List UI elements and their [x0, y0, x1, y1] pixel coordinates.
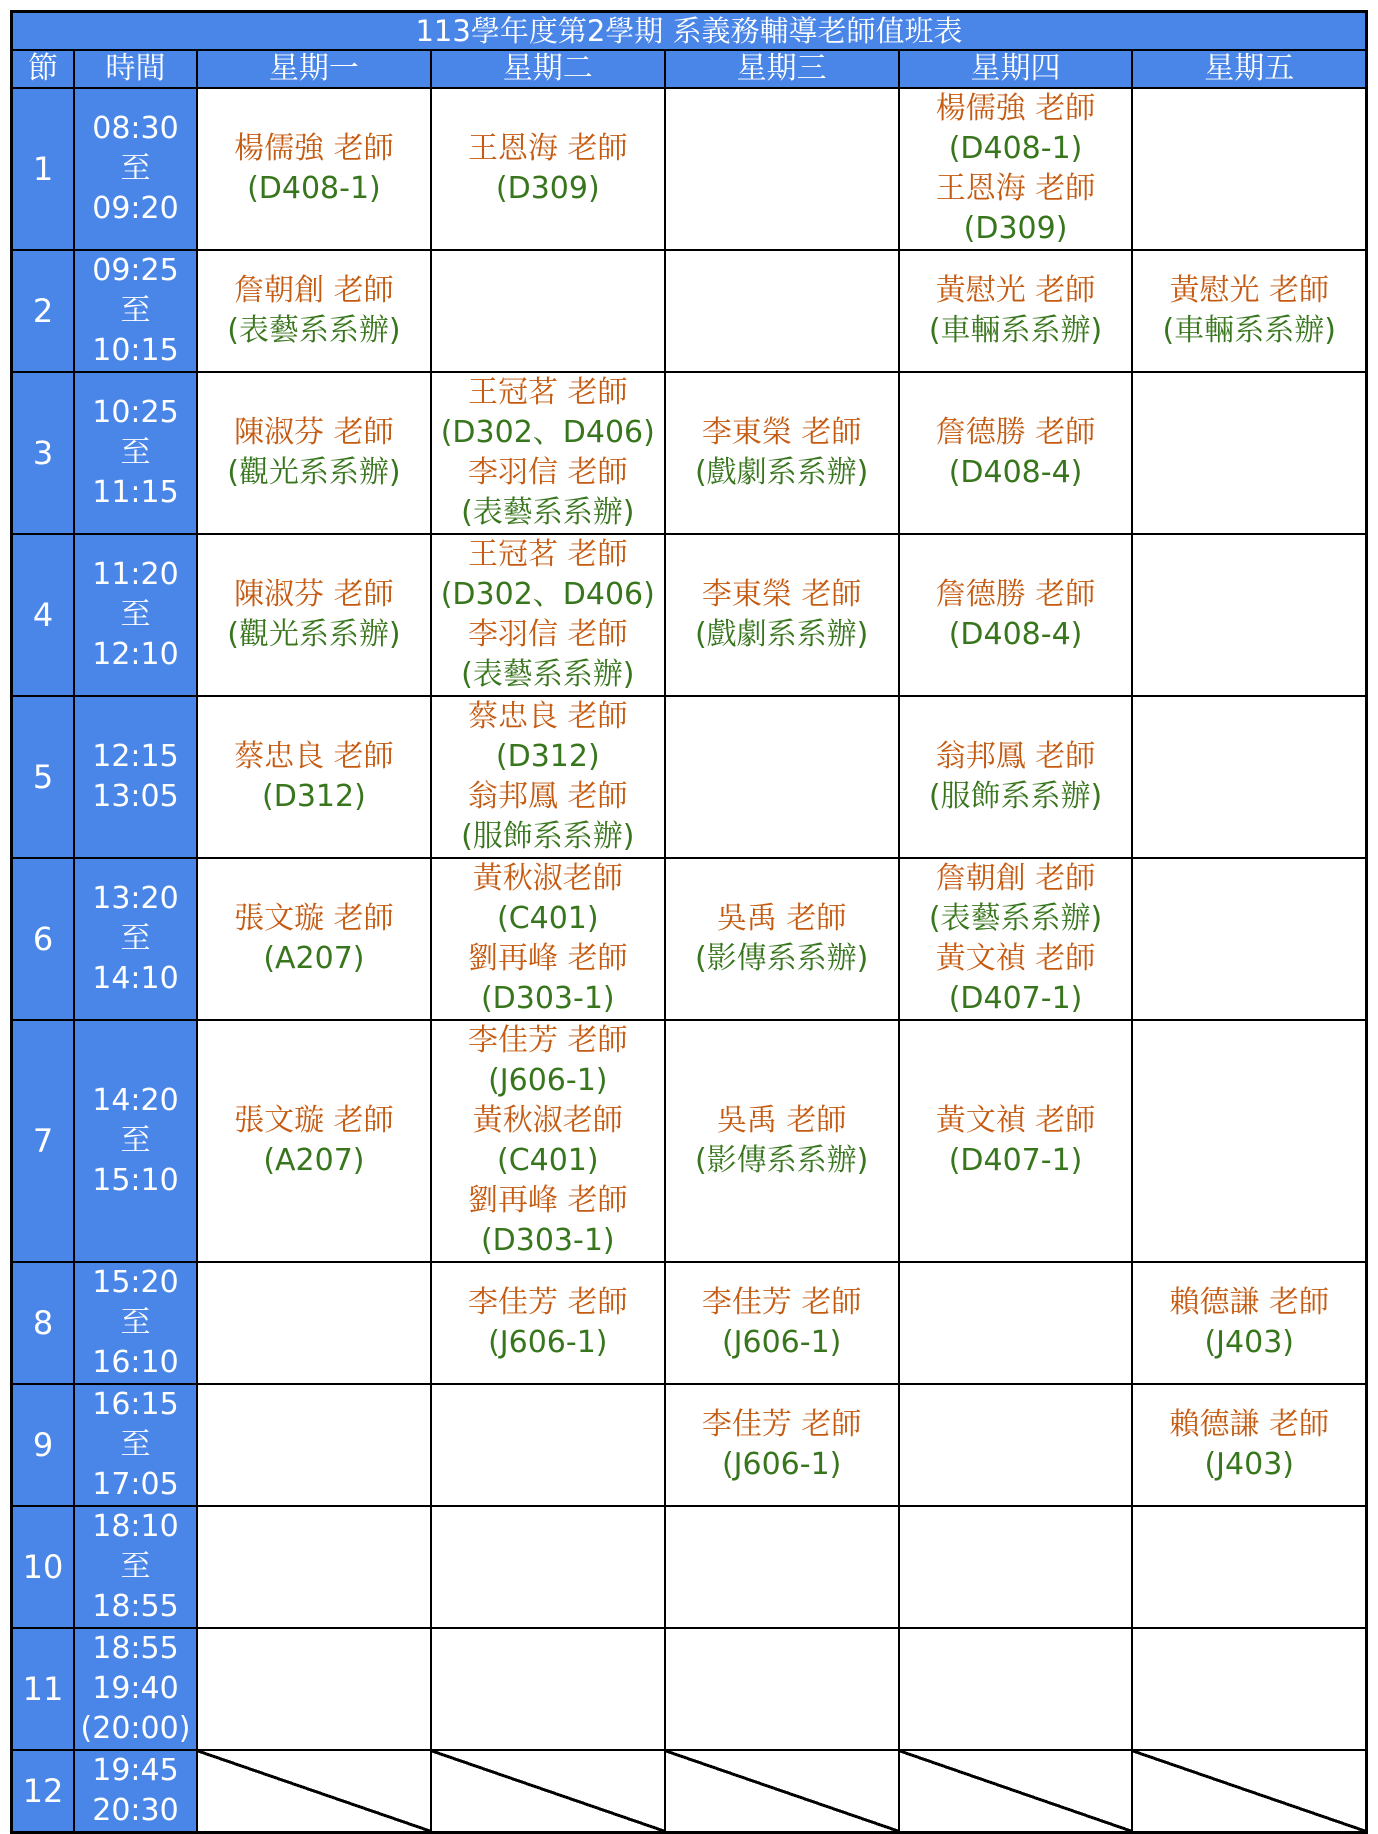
- room-location: (D408-1): [247, 171, 381, 206]
- room-location: (車輛系系辦): [1162, 313, 1336, 348]
- cell-tuesday: [431, 1384, 665, 1506]
- teacher-name: 李東榮 老師: [701, 415, 862, 450]
- cell-monday: [197, 1628, 431, 1750]
- teacher-name: 黃秋淑老師: [472, 1103, 623, 1138]
- teacher-name: 張文璇 老師: [234, 1103, 394, 1138]
- room-location: (J606-1): [488, 1063, 608, 1098]
- cell-monday: [197, 534, 431, 696]
- cell-thursday: [899, 1262, 1133, 1384]
- teacher-name: 賴德謙 老師: [1169, 1285, 1330, 1320]
- cell-friday: [1132, 1506, 1366, 1628]
- cell-friday: [1132, 372, 1366, 534]
- teacher-name: 陳淑芬 老師: [234, 577, 394, 612]
- cell-friday: [1132, 1020, 1366, 1262]
- cell-tuesday: [431, 250, 665, 372]
- cell-tuesday: [431, 1628, 665, 1750]
- room-location: (影傳系系辦): [694, 1143, 869, 1178]
- period-number: 11: [12, 1628, 75, 1750]
- cell-wednesday: [665, 1750, 899, 1833]
- teacher-name: 詹德勝 老師: [935, 415, 1096, 450]
- cell-tuesday: [431, 1750, 665, 1833]
- room-location: (J606-1): [488, 1325, 608, 1360]
- room-location: (J606-1): [721, 1325, 842, 1360]
- cell-wednesday: [665, 696, 899, 858]
- period-number: 3: [12, 372, 75, 534]
- room-location: (A207): [263, 1143, 365, 1178]
- room-location: (D303-1): [480, 981, 615, 1016]
- room-location: (觀光系系辦): [227, 455, 401, 490]
- room-location: (C401): [496, 901, 599, 936]
- cell-thursday: [899, 534, 1133, 696]
- time-line: 10:15: [92, 333, 179, 368]
- time-line: 11:15: [92, 475, 179, 510]
- time-line: 至: [120, 293, 151, 328]
- cell-friday: [1132, 88, 1366, 250]
- cell-monday: [197, 250, 431, 372]
- teacher-name: 劉再峰 老師: [468, 1183, 628, 1218]
- cell-thursday: [899, 1750, 1133, 1833]
- cell-friday: [1132, 858, 1366, 1020]
- header-wednesday: 星期三: [665, 50, 899, 88]
- time-line: (20:00): [80, 1711, 191, 1746]
- cell-thursday: [899, 696, 1133, 858]
- cell-thursday: [899, 88, 1133, 250]
- room-location: (D312): [262, 779, 366, 814]
- cell-tuesday: [431, 88, 665, 250]
- time-line: 08:30: [92, 111, 179, 146]
- cell-tuesday: [431, 1262, 665, 1384]
- header-monday: 星期一: [197, 50, 431, 88]
- cell-thursday: [899, 250, 1133, 372]
- cell-monday: [197, 1750, 431, 1833]
- room-location: (J403): [1204, 1447, 1294, 1482]
- cell-tuesday: [431, 1506, 665, 1628]
- room-location: (C401): [496, 1143, 599, 1178]
- time-line: 19:45: [92, 1753, 179, 1788]
- time-line: 09:25: [92, 253, 179, 288]
- teacher-name: 詹朝創 老師: [935, 861, 1096, 896]
- header-time: 時間: [74, 50, 197, 88]
- teacher-name: 李羽信 老師: [468, 617, 628, 652]
- room-location: (D408-4): [948, 617, 1083, 652]
- time-line: 18:55: [92, 1589, 179, 1624]
- room-location: (J403): [1204, 1325, 1294, 1360]
- period-number: 4: [12, 534, 75, 696]
- header-tuesday: 星期二: [431, 50, 665, 88]
- schedule-row-6: [12, 858, 1367, 1020]
- room-location: (影傳系系辦): [694, 941, 869, 976]
- room-location: (D408-1): [948, 131, 1083, 166]
- room-location: (D302、D406): [440, 415, 655, 450]
- period-number: 7: [12, 1020, 75, 1262]
- cell-thursday: [899, 372, 1133, 534]
- room-location: (服飾系系辦): [928, 779, 1103, 814]
- teacher-name: 黃文禎 老師: [935, 1103, 1096, 1138]
- cell-wednesday: [665, 250, 899, 372]
- room-location: (車輛系系辦): [928, 313, 1103, 348]
- page-title: 113學年度第2學期 系義務輔導老師值班表: [12, 12, 1367, 51]
- teacher-name: 黃慰光 老師: [1169, 273, 1330, 308]
- room-location: (D309): [963, 211, 1068, 246]
- period-number: 6: [12, 858, 75, 1020]
- teacher-name: 翁邦鳳 老師: [468, 779, 628, 814]
- room-location: (表藝系系辦): [227, 313, 401, 348]
- cell-monday: [197, 372, 431, 534]
- schedule-row-9: [12, 1384, 1367, 1506]
- teacher-name: 王冠茗 老師: [468, 537, 628, 572]
- teacher-name: 黃文禎 老師: [935, 941, 1096, 976]
- teacher-name: 劉再峰 老師: [468, 941, 628, 976]
- time-line: 17:05: [92, 1467, 179, 1502]
- time-line: 19:40: [92, 1671, 179, 1706]
- cell-wednesday: [665, 88, 899, 250]
- header-row: [12, 50, 1367, 88]
- time-line: 13:20: [92, 881, 179, 916]
- teacher-name: 王恩海 老師: [468, 131, 628, 166]
- time-line: 13:05: [92, 779, 179, 814]
- teacher-name: 王恩海 老師: [935, 171, 1096, 206]
- cell-friday: [1132, 1262, 1366, 1384]
- time-line: 至: [120, 597, 151, 632]
- schedule-row-3: [12, 372, 1367, 534]
- period-time: [74, 696, 197, 858]
- time-line: 10:25: [92, 395, 179, 430]
- teacher-name: 王冠茗 老師: [468, 375, 628, 410]
- room-location: (D309): [495, 171, 600, 206]
- teacher-name: 蔡忠良 老師: [234, 739, 394, 774]
- teacher-name: 翁邦鳳 老師: [935, 739, 1096, 774]
- cell-wednesday: [665, 1020, 899, 1262]
- room-location: (戲劇系系辦): [694, 617, 869, 652]
- schedule-row-10: [12, 1506, 1367, 1628]
- time-line: 至: [120, 151, 151, 186]
- teacher-name: 李東榮 老師: [701, 577, 862, 612]
- cell-tuesday: [431, 696, 665, 858]
- cell-friday: [1132, 250, 1366, 372]
- time-line: 20:30: [92, 1793, 179, 1828]
- room-location: (表藝系系辦): [928, 901, 1103, 936]
- room-location: (D407-1): [948, 1143, 1083, 1178]
- teacher-name: 張文璇 老師: [234, 901, 394, 936]
- schedule-row-8: [12, 1262, 1367, 1384]
- time-line: 16:10: [92, 1345, 179, 1380]
- time-line: 至: [120, 1123, 151, 1158]
- time-line: 18:10: [92, 1509, 179, 1544]
- cell-wednesday: [665, 534, 899, 696]
- teacher-name: 蔡忠良 老師: [468, 699, 628, 734]
- period-number: 2: [12, 250, 75, 372]
- cell-monday: [197, 88, 431, 250]
- period-number: 12: [12, 1750, 75, 1833]
- cell-tuesday: [431, 1020, 665, 1262]
- time-line: 至: [120, 921, 151, 956]
- header-period: 節: [12, 50, 75, 88]
- teacher-name: 吳禹 老師: [716, 1103, 847, 1138]
- schedule-row-12: [12, 1750, 1367, 1833]
- time-line: 至: [120, 1549, 151, 1584]
- room-location: (D312): [495, 739, 600, 774]
- time-line: 18:55: [92, 1631, 179, 1666]
- schedule-row-7: [12, 1020, 1367, 1262]
- cell-thursday: [899, 1506, 1133, 1628]
- room-location: (D302、D406): [440, 577, 655, 612]
- room-location: (戲劇系系辦): [694, 455, 869, 490]
- header-thursday: 星期四: [899, 50, 1133, 88]
- period-number: 5: [12, 696, 75, 858]
- teacher-name: 詹朝創 老師: [234, 273, 394, 308]
- room-location: (表藝系系辦): [461, 657, 635, 692]
- time-line: 14:10: [92, 961, 179, 996]
- period-time: [74, 1628, 197, 1750]
- period-time: [74, 1506, 197, 1628]
- teacher-name: 賴德謙 老師: [1169, 1407, 1330, 1442]
- cell-friday: [1132, 1628, 1366, 1750]
- teacher-name: 詹德勝 老師: [935, 577, 1096, 612]
- period-number: 8: [12, 1262, 75, 1384]
- cell-friday: [1132, 696, 1366, 858]
- time-line: 15:20: [92, 1265, 179, 1300]
- period-time: [74, 1020, 197, 1262]
- period-time: [74, 534, 197, 696]
- time-line: 12:10: [92, 637, 179, 672]
- room-location: (D408-4): [948, 455, 1083, 490]
- cell-wednesday: [665, 372, 899, 534]
- room-location: (D303-1): [480, 1223, 615, 1258]
- cell-thursday: [899, 1384, 1133, 1506]
- cell-monday: [197, 1384, 431, 1506]
- cell-thursday: [899, 1020, 1133, 1262]
- teacher-name: 吳禹 老師: [716, 901, 847, 936]
- cell-thursday: [899, 1628, 1133, 1750]
- period-time: [74, 250, 197, 372]
- period-time: [74, 1262, 197, 1384]
- room-location: (D407-1): [948, 981, 1083, 1016]
- time-line: 09:20: [92, 191, 179, 226]
- schedule-row-1: [12, 88, 1367, 250]
- time-line: 14:20: [92, 1083, 179, 1118]
- cell-wednesday: [665, 1506, 899, 1628]
- teacher-name: 陳淑芬 老師: [234, 415, 394, 450]
- cell-wednesday: [665, 858, 899, 1020]
- period-time: [74, 88, 197, 250]
- teacher-name: 黃秋淑老師: [472, 861, 623, 896]
- cell-tuesday: [431, 372, 665, 534]
- teacher-name: 楊儒強 老師: [234, 131, 394, 166]
- duty-schedule-table: [10, 10, 1368, 1834]
- room-location: (J606-1): [721, 1447, 842, 1482]
- room-location: (服飾系系辦): [461, 819, 635, 854]
- period-time: [74, 858, 197, 1020]
- teacher-name: 黃慰光 老師: [935, 273, 1096, 308]
- period-time: [74, 372, 197, 534]
- time-line: 至: [120, 1427, 151, 1462]
- cell-monday: [197, 1506, 431, 1628]
- cell-monday: [197, 1020, 431, 1262]
- cell-friday: [1132, 534, 1366, 696]
- header-friday: 星期五: [1132, 50, 1366, 88]
- cell-friday: [1132, 1750, 1366, 1833]
- cell-wednesday: [665, 1384, 899, 1506]
- cell-monday: [197, 858, 431, 1020]
- time-line: 16:15: [92, 1387, 179, 1422]
- period-time: [74, 1750, 197, 1833]
- time-line: 12:15: [92, 739, 179, 774]
- cell-wednesday: [665, 1262, 899, 1384]
- cell-wednesday: [665, 1628, 899, 1750]
- teacher-name: 李佳芳 老師: [468, 1023, 628, 1058]
- room-location: (A207): [263, 941, 365, 976]
- time-line: 至: [120, 435, 151, 470]
- teacher-name: 李佳芳 老師: [468, 1285, 628, 1320]
- schedule-row-11: [12, 1628, 1367, 1750]
- schedule-row-5: [12, 696, 1367, 858]
- cell-monday: [197, 1262, 431, 1384]
- period-time: [74, 1384, 197, 1506]
- time-line: 11:20: [92, 557, 179, 592]
- teacher-name: 李佳芳 老師: [701, 1285, 862, 1320]
- cell-tuesday: [431, 534, 665, 696]
- schedule-row-2: [12, 250, 1367, 372]
- period-number: 9: [12, 1384, 75, 1506]
- room-location: (表藝系系辦): [461, 495, 635, 530]
- cell-monday: [197, 696, 431, 858]
- teacher-name: 李佳芳 老師: [701, 1407, 862, 1442]
- cell-friday: [1132, 1384, 1366, 1506]
- cell-tuesday: [431, 858, 665, 1020]
- cell-thursday: [899, 858, 1133, 1020]
- room-location: (觀光系系辦): [227, 617, 401, 652]
- time-line: 15:10: [92, 1163, 179, 1198]
- teacher-name: 李羽信 老師: [468, 455, 628, 490]
- schedule-row-4: [12, 534, 1367, 696]
- time-line: 至: [120, 1305, 151, 1340]
- period-number: 10: [12, 1506, 75, 1628]
- teacher-name: 楊儒強 老師: [935, 91, 1096, 126]
- period-number: 1: [12, 88, 75, 250]
